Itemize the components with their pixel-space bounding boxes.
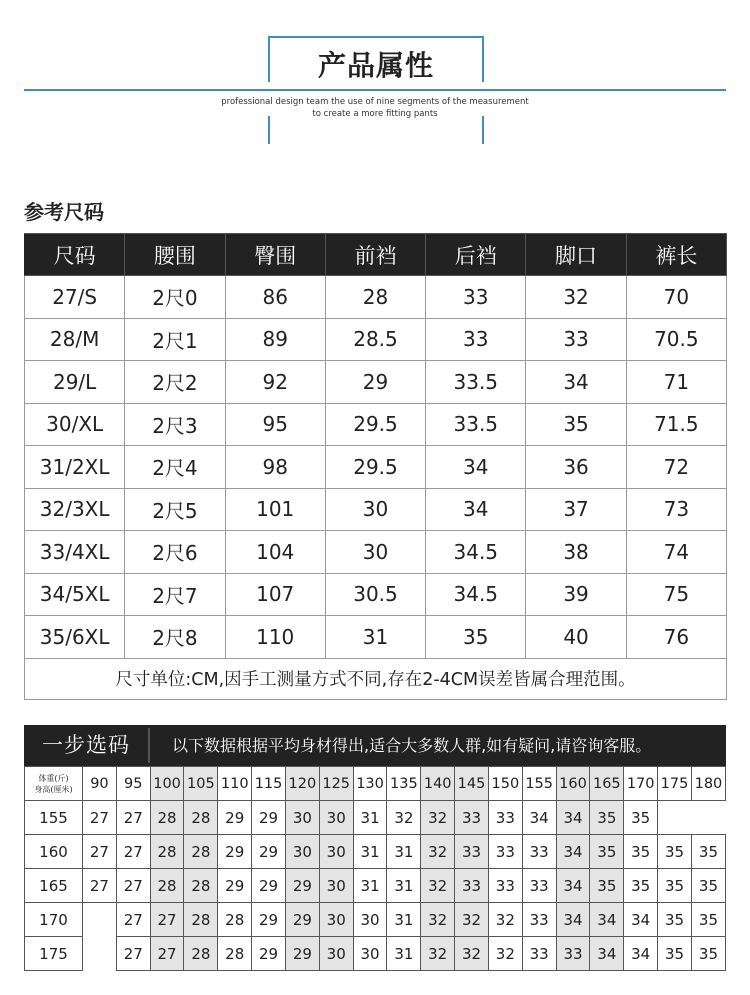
size-cell: 30.5 <box>325 573 425 616</box>
size-cell: 76 <box>626 616 726 659</box>
size-pick-cell: 28 <box>218 903 252 937</box>
height-label: 170 <box>25 903 83 937</box>
size-pick-cell: 30 <box>353 903 387 937</box>
size-cell: 33 <box>526 318 626 361</box>
size-cell: 29.5 <box>325 403 425 446</box>
size-cell: 101 <box>225 488 325 531</box>
size-pick-cell: 31 <box>353 835 387 869</box>
size-pick-cell: 28 <box>218 937 252 971</box>
weight-header: 90 <box>83 767 117 801</box>
size-pick-cell: 27 <box>116 835 150 869</box>
size-cell: 86 <box>225 276 325 319</box>
size-cell: 2尺2 <box>125 361 225 404</box>
size-pick-cell: 29 <box>218 835 252 869</box>
size-cell: 2尺7 <box>125 573 225 616</box>
size-pick-cell: 33 <box>522 835 556 869</box>
weight-header: 115 <box>252 767 286 801</box>
subtitle-line-2: to create a more fitting pants <box>312 109 438 119</box>
size-cell: 29.5 <box>325 446 425 489</box>
size-cell: 30/XL <box>25 403 125 446</box>
size-pick-cell: 32 <box>488 903 522 937</box>
size-col-header: 尺码 <box>25 234 125 276</box>
size-cell: 31 <box>325 616 425 659</box>
size-pick-cell: 32 <box>387 801 421 835</box>
size-cell: 71.5 <box>626 403 726 446</box>
size-pick-cell: 27 <box>116 903 150 937</box>
size-cell: 110 <box>225 616 325 659</box>
size-pick-cell: 35 <box>624 869 658 903</box>
size-row <box>25 403 727 446</box>
size-pick-cell: 27 <box>150 937 184 971</box>
weight-header: 145 <box>455 767 489 801</box>
size-row <box>25 616 727 659</box>
size-col-header: 前裆 <box>325 234 425 276</box>
size-cell: 72 <box>626 446 726 489</box>
size-cell: 2尺4 <box>125 446 225 489</box>
size-cell: 33.5 <box>426 403 526 446</box>
height-label: 165 <box>25 869 83 903</box>
header-rule <box>24 89 726 91</box>
size-note: 尺寸单位:CM,因手工测量方式不同,存在2-4CM误差皆属合理范围。 <box>25 658 727 700</box>
header-box-right <box>482 36 484 82</box>
weight-header: 125 <box>319 767 353 801</box>
size-cell: 28/M <box>25 318 125 361</box>
height-label: 175 <box>25 937 83 971</box>
size-pick-cell: 29 <box>252 903 286 937</box>
size-cell: 92 <box>225 361 325 404</box>
size-pick-cell: 35 <box>624 801 658 835</box>
size-pick-cell: 30 <box>353 937 387 971</box>
size-pick-cell: 33 <box>455 801 489 835</box>
size-pick-cell: 31 <box>387 903 421 937</box>
size-pick-cell: 30 <box>319 937 353 971</box>
size-pick-cell: 31 <box>353 869 387 903</box>
size-pick-cell: 30 <box>319 835 353 869</box>
size-pick-cell: 32 <box>421 869 455 903</box>
size-cell: 2尺0 <box>125 276 225 319</box>
size-pick-cell: 29 <box>285 869 319 903</box>
weight-header-row <box>25 767 726 801</box>
size-cell: 39 <box>526 573 626 616</box>
weight-header: 95 <box>116 767 150 801</box>
size-pick-cell: 34 <box>522 801 556 835</box>
size-pick-cell: 35 <box>624 835 658 869</box>
size-pick-cell: 33 <box>488 869 522 903</box>
weight-header: 100 <box>150 767 184 801</box>
weight-header: 180 <box>691 767 725 801</box>
size-col-header: 臀围 <box>225 234 325 276</box>
size-cell: 30 <box>325 531 425 574</box>
page-title: 产品属性 <box>317 49 434 82</box>
page-subtitle <box>160 96 590 120</box>
size-cell: 2尺1 <box>125 318 225 361</box>
selection-description: 以下数据根据平均身材得出,适合大多数人群,如有疑问,请咨询客服。 <box>172 736 652 755</box>
size-cell: 28.5 <box>325 318 425 361</box>
size-cell: 33.5 <box>426 361 526 404</box>
size-cell: 73 <box>626 488 726 531</box>
size-cell: 34.5 <box>426 573 526 616</box>
size-row <box>25 488 727 531</box>
size-cell: 2尺8 <box>125 616 225 659</box>
size-cell: 34.5 <box>426 531 526 574</box>
empty-cell <box>691 801 725 835</box>
size-pick-cell: 28 <box>150 801 184 835</box>
size-pick-cell: 34 <box>624 937 658 971</box>
size-pick-cell: 32 <box>455 937 489 971</box>
size-pick-cell: 29 <box>285 903 319 937</box>
size-cell: 70 <box>626 276 726 319</box>
size-pick-cell: 33 <box>488 835 522 869</box>
size-row <box>25 573 727 616</box>
size-pick-cell: 29 <box>218 801 252 835</box>
size-pick-cell: 35 <box>658 937 692 971</box>
size-cell: 70.5 <box>626 318 726 361</box>
size-pick-cell: 35 <box>691 835 725 869</box>
size-pick-cell: 33 <box>455 869 489 903</box>
size-pick-cell: 35 <box>590 835 624 869</box>
size-pick-cell: 27 <box>150 903 184 937</box>
size-pick-cell: 33 <box>522 937 556 971</box>
size-cell: 33 <box>426 318 526 361</box>
height-label: 160 <box>25 835 83 869</box>
empty-cell <box>658 801 692 835</box>
size-pick-cell: 27 <box>83 801 117 835</box>
size-pick-cell: 29 <box>252 835 286 869</box>
size-pick-cell: 28 <box>150 835 184 869</box>
size-table-body <box>25 276 727 700</box>
size-pick-cell: 32 <box>421 937 455 971</box>
weight-header: 165 <box>590 767 624 801</box>
size-pick-cell: 27 <box>116 937 150 971</box>
size-cell: 35 <box>526 403 626 446</box>
size-cell: 35 <box>426 616 526 659</box>
selection-table <box>24 766 726 971</box>
size-pick-cell: 32 <box>421 801 455 835</box>
size-pick-cell: 27 <box>116 869 150 903</box>
size-pick-cell: 28 <box>184 869 218 903</box>
size-pick-cell: 35 <box>590 869 624 903</box>
size-pick-cell: 34 <box>556 869 590 903</box>
size-pick-cell: 35 <box>658 869 692 903</box>
size-pick-cell: 29 <box>252 937 286 971</box>
weight-header: 170 <box>624 767 658 801</box>
size-cell: 31/2XL <box>25 446 125 489</box>
subtitle-line-1: professional design team the use of nine segments of the measurement <box>221 97 529 107</box>
size-row <box>25 446 727 489</box>
height-label: 155 <box>25 801 83 835</box>
size-cell: 34 <box>526 361 626 404</box>
size-pick-cell: 34 <box>590 937 624 971</box>
size-cell: 32 <box>526 276 626 319</box>
size-cell: 28 <box>325 276 425 319</box>
size-pick-cell: 27 <box>116 801 150 835</box>
size-cell: 32/3XL <box>25 488 125 531</box>
size-cell: 2尺3 <box>125 403 225 446</box>
weight-header: 105 <box>184 767 218 801</box>
size-pick-cell: 35 <box>590 801 624 835</box>
size-pick-cell: 32 <box>488 937 522 971</box>
empty-cell <box>83 903 117 937</box>
size-row <box>25 318 727 361</box>
corner-height-label: 身高(厘米) <box>34 784 73 794</box>
size-pick-cell: 34 <box>556 903 590 937</box>
size-cell: 29/L <box>25 361 125 404</box>
size-pick-cell: 35 <box>691 903 725 937</box>
weight-header: 155 <box>522 767 556 801</box>
weight-header: 160 <box>556 767 590 801</box>
size-cell: 27/S <box>25 276 125 319</box>
size-col-header: 裤长 <box>626 234 726 276</box>
header-box-left-bottom <box>268 116 270 144</box>
size-pick-cell: 34 <box>556 835 590 869</box>
size-pick-cell: 28 <box>184 801 218 835</box>
size-cell: 40 <box>526 616 626 659</box>
corner-weight-label: 体重(斤) <box>38 773 69 783</box>
size-pick-cell: 34 <box>556 801 590 835</box>
size-pick-cell: 33 <box>455 835 489 869</box>
size-pick-cell: 34 <box>590 903 624 937</box>
size-pick-cell: 35 <box>658 903 692 937</box>
size-pick-cell: 27 <box>83 835 117 869</box>
size-pick-cell: 30 <box>285 835 319 869</box>
size-pick-cell: 27 <box>83 869 117 903</box>
size-cell: 30 <box>325 488 425 531</box>
weight-header: 140 <box>421 767 455 801</box>
size-row <box>25 276 727 319</box>
size-pick-cell: 29 <box>252 801 286 835</box>
size-pick-cell: 28 <box>150 869 184 903</box>
size-row <box>25 361 727 404</box>
size-pick-cell: 35 <box>658 835 692 869</box>
height-row <box>25 937 726 971</box>
size-cell: 74 <box>626 531 726 574</box>
size-pick-cell: 29 <box>218 869 252 903</box>
size-cell: 75 <box>626 573 726 616</box>
size-cell: 34 <box>426 446 526 489</box>
size-cell: 2尺5 <box>125 488 225 531</box>
size-pick-cell: 32 <box>421 835 455 869</box>
size-pick-cell: 30 <box>285 801 319 835</box>
size-col-header: 脚口 <box>526 234 626 276</box>
empty-cell <box>83 937 117 971</box>
size-note-row <box>25 658 727 700</box>
selection-title: 一步选码 <box>24 725 148 766</box>
height-row <box>25 869 726 903</box>
size-pick-cell: 31 <box>387 835 421 869</box>
size-pick-cell: 29 <box>252 869 286 903</box>
size-cell: 89 <box>225 318 325 361</box>
size-cell: 107 <box>225 573 325 616</box>
weight-header: 175 <box>658 767 692 801</box>
size-pick-cell: 33 <box>522 869 556 903</box>
size-cell: 104 <box>225 531 325 574</box>
size-pick-cell: 29 <box>285 937 319 971</box>
size-pick-cell: 31 <box>353 801 387 835</box>
size-cell: 29 <box>325 361 425 404</box>
size-col-header: 后裆 <box>426 234 526 276</box>
size-cell: 34/5XL <box>25 573 125 616</box>
size-row <box>25 531 727 574</box>
size-pick-cell: 34 <box>624 903 658 937</box>
size-cell: 36 <box>526 446 626 489</box>
selection-divider <box>148 728 150 763</box>
size-pick-cell: 35 <box>691 937 725 971</box>
size-pick-cell: 31 <box>387 869 421 903</box>
size-pick-cell: 31 <box>387 937 421 971</box>
height-row <box>25 801 726 835</box>
size-pick-cell: 32 <box>455 903 489 937</box>
header-box-right-bottom <box>482 116 484 144</box>
size-pick-cell: 30 <box>319 801 353 835</box>
size-cell: 38 <box>526 531 626 574</box>
size-pick-cell: 30 <box>319 869 353 903</box>
size-cell: 71 <box>626 361 726 404</box>
weight-header: 130 <box>353 767 387 801</box>
weight-header: 110 <box>218 767 252 801</box>
size-pick-cell: 28 <box>184 835 218 869</box>
size-pick-cell: 33 <box>556 937 590 971</box>
size-cell: 95 <box>225 403 325 446</box>
size-pick-cell: 30 <box>319 903 353 937</box>
height-row <box>25 835 726 869</box>
size-pick-cell: 33 <box>522 903 556 937</box>
size-cell: 37 <box>526 488 626 531</box>
size-pick-cell: 28 <box>184 903 218 937</box>
size-pick-cell: 33 <box>488 801 522 835</box>
size-table <box>24 233 727 700</box>
height-row <box>25 903 726 937</box>
size-pick-cell: 32 <box>421 903 455 937</box>
weight-header: 150 <box>488 767 522 801</box>
size-cell: 98 <box>225 446 325 489</box>
size-cell: 33/4XL <box>25 531 125 574</box>
size-col-header: 腰围 <box>125 234 225 276</box>
weight-header: 135 <box>387 767 421 801</box>
selection-header <box>24 725 726 766</box>
weight-height-corner <box>25 767 83 801</box>
size-cell: 34 <box>426 488 526 531</box>
size-cell: 33 <box>426 276 526 319</box>
header-box-top <box>268 36 484 38</box>
size-cell: 35/6XL <box>25 616 125 659</box>
size-pick-cell: 28 <box>184 937 218 971</box>
selection-table-body <box>25 801 726 971</box>
size-section-title: 参考尺码 <box>24 200 104 224</box>
size-pick-cell: 35 <box>691 869 725 903</box>
weight-header: 120 <box>285 767 319 801</box>
size-cell: 2尺6 <box>125 531 225 574</box>
size-table-header <box>25 234 727 276</box>
